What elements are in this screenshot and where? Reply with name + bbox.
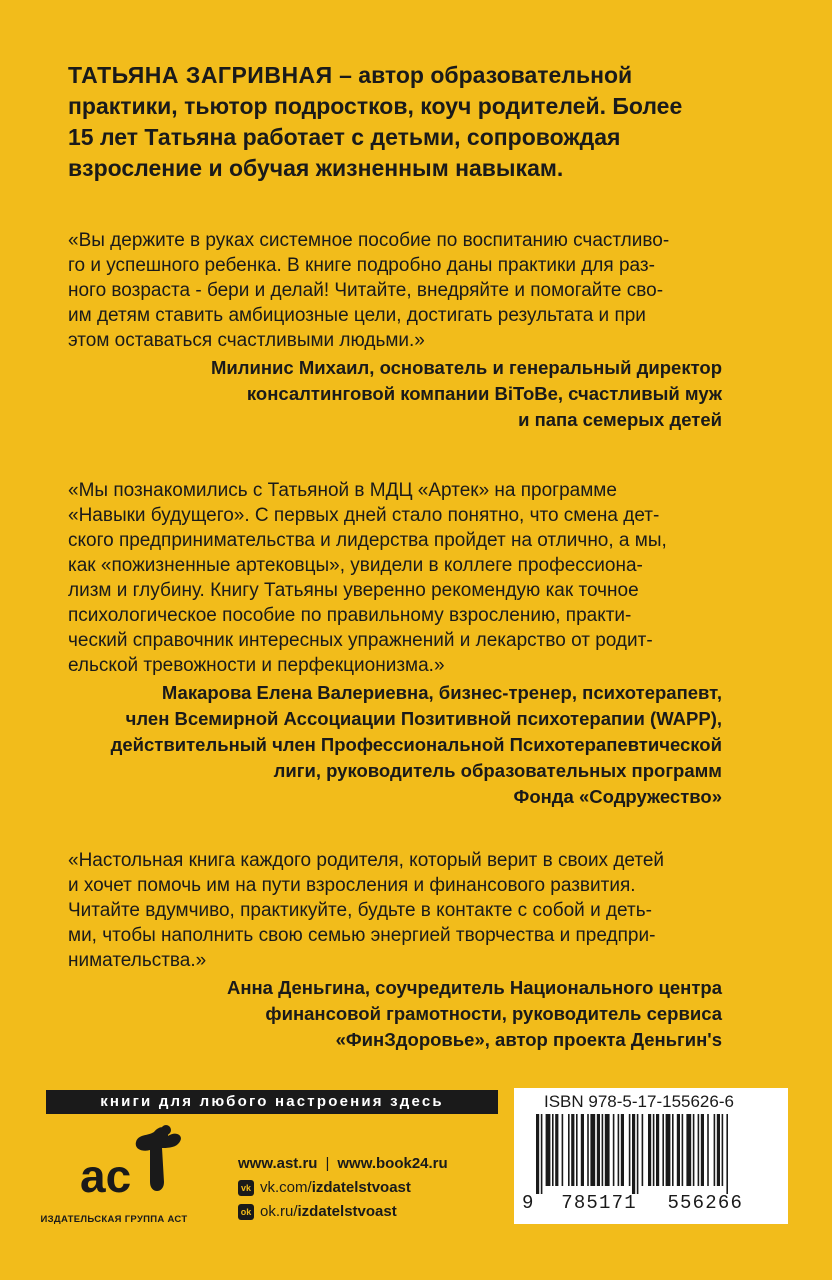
barcode-bar	[613, 1114, 615, 1186]
barcode-bar	[666, 1114, 671, 1186]
website-row	[238, 1152, 448, 1176]
bio-dash: –	[339, 62, 352, 88]
barcode-digits	[522, 1192, 786, 1214]
quote-attribution	[68, 680, 722, 810]
quote-block-1	[68, 228, 722, 433]
quote-line: этом оставаться счастливыми людьми.»	[68, 330, 425, 351]
quote-line: как «пожизненные артековцы», увидели в коллеге профессиона-	[68, 555, 643, 576]
barcode-bar	[605, 1114, 610, 1186]
quote-attribution	[68, 355, 722, 433]
publisher-caption: ИЗДАТЕЛЬСКАЯ ГРУППА АСТ	[40, 1214, 188, 1225]
barcode-bar	[546, 1114, 551, 1186]
attribution-line: лиги, руководитель образовательных программ	[273, 760, 722, 781]
vk-icon: vk	[238, 1180, 254, 1196]
barcode-bar	[581, 1114, 584, 1186]
barcode-bar	[590, 1114, 595, 1186]
publisher-links	[238, 1152, 448, 1224]
website-link-ast[interactable]: www.ast.ru	[238, 1155, 318, 1172]
barcode-bar	[677, 1114, 680, 1186]
barcode-bar	[562, 1114, 564, 1186]
vk-handle: izdatelstvoast	[311, 1179, 411, 1196]
barcode-bar	[536, 1114, 539, 1194]
barcode-group-1: 785171	[561, 1192, 637, 1214]
barcode-bar	[698, 1114, 700, 1186]
barcode-bar	[701, 1114, 704, 1186]
quote-block-3	[68, 848, 722, 1053]
barcode-bar	[717, 1114, 720, 1186]
isbn-text: ISBN 978-5-17-155626-6	[544, 1092, 734, 1111]
attribution-line: Макарова Елена Валериевна, бизнес-тренер, психотерапевт,	[161, 682, 722, 703]
attribution-line: и папа семерых детей	[518, 409, 722, 430]
barcode-bar	[555, 1114, 558, 1186]
barcode-bar	[722, 1114, 724, 1186]
attribution-line: консалтинговой компании BiToBe, счастливый муж	[246, 383, 722, 404]
quote-line: им детям ставить амбициозные цели, достигать результата и при	[68, 305, 646, 326]
quote-line: нимательства.»	[68, 950, 207, 971]
barcode-bar	[571, 1114, 574, 1186]
attribution-line: Фонда «Содружество»	[513, 786, 722, 807]
barcode-bar	[642, 1114, 644, 1186]
quote-line: ского предпринимательства и лидерства пройдет на отлично, а мы,	[68, 530, 667, 551]
barcode-bar	[693, 1114, 695, 1186]
quote-line: ного возраста - бери и делай! Читайте, внедряйте и помогайте сво-	[68, 280, 664, 301]
ast-logo-icon	[50, 1122, 226, 1218]
quote-line: го и успешного ребенка. В книге подробно даны практики для раз-	[68, 255, 655, 276]
barcode-bar	[672, 1114, 674, 1186]
website-link-book24[interactable]: www.book24.ru	[337, 1155, 448, 1172]
barcode-bar	[629, 1114, 631, 1186]
barcode-bar	[648, 1114, 651, 1186]
quote-line: «Мы познакомились с Татьяной в МДЦ «Артек» на программе	[68, 480, 617, 501]
quote-text	[68, 478, 722, 678]
quote-line: «Навыки будущего». С первых дней стало понятно, что смена дет-	[68, 505, 660, 526]
vk-prefix: vk.com/	[260, 1179, 312, 1196]
barcode-bar	[632, 1114, 635, 1194]
barcode-bar	[621, 1114, 624, 1186]
quote-line: «Настольная книга каждого родителя, который верит в своих детей	[68, 850, 665, 871]
attribution-line: Милинис Михаил, основатель и генеральный директор	[210, 357, 722, 378]
ok-icon: ok	[238, 1204, 254, 1220]
quote-line: лизм и глубину. Книгу Татьяны уверенно рекомендую как точное	[68, 580, 639, 601]
ok-row[interactable]	[238, 1200, 448, 1224]
barcode-bar	[682, 1114, 684, 1186]
barcode-bar	[653, 1114, 655, 1186]
quote-attribution	[68, 975, 722, 1053]
barcode-bar	[726, 1114, 728, 1194]
barcode-bar	[602, 1114, 604, 1186]
quote-line: «Вы держите в руках системное пособие по воспитанию счастливо-	[68, 230, 670, 251]
bio-line: 15 лет Татьяна работает с детьми, сопровождая	[68, 124, 621, 150]
logo-letters: ac	[80, 1150, 132, 1202]
attribution-line: «ФинЗдоровье», автор проекта Деньгин's	[335, 1029, 722, 1050]
quote-line: и хочет помочь им на пути взросления и финансового развития.	[68, 875, 636, 896]
quote-block-2	[68, 478, 722, 810]
bio-line: автор образовательной	[358, 62, 633, 88]
barcode-bar	[576, 1114, 578, 1186]
barcode-bar	[568, 1114, 570, 1186]
barcode-bar	[637, 1114, 639, 1194]
barcode-bar	[714, 1114, 716, 1186]
ok-handle: izdatelstvoast	[297, 1203, 397, 1220]
quote-line: ельской тревожности и перфекционизма.»	[68, 655, 445, 676]
quote-line: ми, чтобы наполнить свою семью энергией творчества и предпри-	[68, 925, 656, 946]
quote-text	[68, 848, 722, 973]
attribution-line: финансовой грамотности, руководитель сервиса	[265, 1003, 722, 1024]
barcode-icon	[522, 1114, 786, 1194]
author-bio	[68, 60, 768, 184]
barcode-bar	[587, 1114, 589, 1186]
barcode-panel	[514, 1088, 788, 1224]
barcode-bar	[597, 1114, 600, 1186]
tagline-bar: книги для любого настроения здесь	[46, 1090, 498, 1114]
barcode-bar	[686, 1114, 691, 1186]
barcode-first-digit: 9	[522, 1192, 535, 1214]
barcode-bar	[656, 1114, 659, 1186]
quote-line: Читайте вдумчиво, практикуйте, будьте в контакте с собой и деть-	[68, 900, 652, 921]
bio-line: практики, тьютор подростков, коуч родителей. Более	[68, 93, 683, 119]
barcode-bar	[541, 1114, 543, 1194]
barcode-bar	[662, 1114, 664, 1186]
ok-prefix: ok.ru/	[260, 1203, 298, 1220]
attribution-line: Анна Деньгина, соучредитель Национального центра	[226, 977, 722, 998]
barcode-bar	[618, 1114, 620, 1186]
bio-line: взросление и обучая жизненным навыкам.	[68, 155, 564, 181]
barcode-bar	[707, 1114, 709, 1186]
barcode-bar	[552, 1114, 554, 1186]
barcode-group-2: 556266	[667, 1192, 744, 1214]
link-separator: |	[325, 1155, 330, 1172]
author-name: ТАТЬЯНА ЗАГРИВНАЯ	[68, 62, 333, 88]
quote-text	[68, 228, 722, 353]
attribution-line: член Всемирной Ассоциации Позитивной психотерапии (WAPP),	[125, 708, 722, 729]
attribution-line: действительный член Профессиональной Психотерапевтической	[110, 734, 722, 755]
quote-line: психологическое пособие по правильному взрослению, практи-	[68, 605, 632, 626]
quote-line: ческий справочник интересных упражнений и лекарство от родит-	[68, 630, 653, 651]
vk-row[interactable]	[238, 1176, 448, 1200]
